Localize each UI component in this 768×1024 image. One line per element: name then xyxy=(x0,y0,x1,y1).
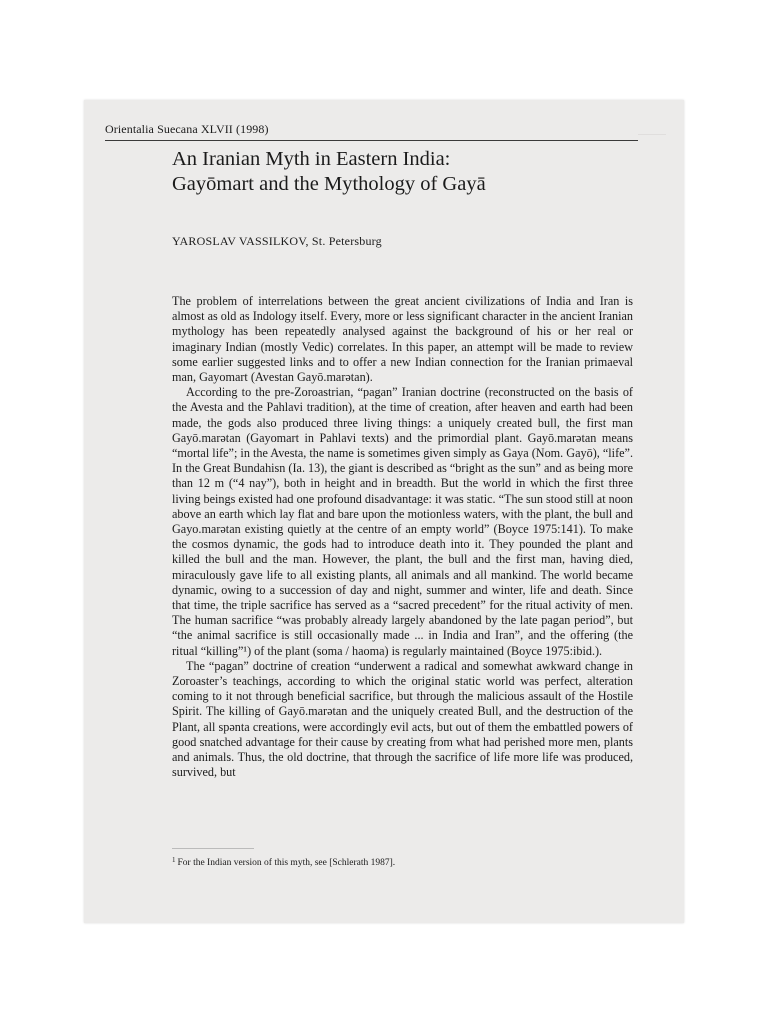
running-head: Orientalia Suecana XLVII (1998) xyxy=(105,122,269,136)
footnote-text: For the Indian version of this myth, see [Schlerath 1987]. xyxy=(177,858,396,868)
paragraph-2: According to the pre-Zoroastrian, “pagan” Iranian doctrine (reconstructed on the basis of the Avesta and the Pahlavi tradition), at the time of creation, after heaven and earth had been made, the gods also produced three living things: a uniquely created bull, the first man Gayō.marətan (Gayomart in Pahlavi texts) and the primordial plant. Gayō.marətan means “mortal life”; in the Avesta, the name is sometimes given simply as Gaya (Nom. Gayō), “life”. In the Great Bundahisn (Ia. 13), the giant is described as “bright as the sun” and as being more than 12 m (“4 nay”), both in height and in breadth. But the world in which the first three living beings existed had one profound disadvantage: it was static. “The sun stood still at noon above an earth which lay flat and bare upon the motionless waters, with the plant, the bull and Gayo.marətan existing quietly at the centre of an empty world” (Boyce 1975:141). To make the cosmos dynamic, the gods had to introduce death into it. They pounded the plant and killed the bull and the man. However, the plant, the bull and the first man, having died, miraculously gave life to all existing plants, all animals and all mankind. The world became dynamic, owing to a succession of day and night, summer and winter, life and death. Since that time, the triple sacrifice has served as a “sacred precedent” for the ritual activity of men. The human sacrifice “was probably already largely abandoned by the late pagan period”, but “the animal sacrifice is still occasionally made ... in India and Iran”, and the offering (the ritual “killing”¹) of the plant (soma / haoma) is regularly maintained (Boyce 1975:ibid.). xyxy=(172,385,634,658)
header-rule xyxy=(105,140,638,141)
paragraph-1: The problem of interrelations between the great ancient civilizations of India and Iran is almost as old as Indology itself. Every, more or less significant character in the ancient Iranian mythology has been repeatedly analysed against the background of his or her real or imaginary Indian (mostly Vedic) correlates. In this paper, an attempt will be made to review some earlier suggested links and to offer a new Indian connection for the Iranian primaeval man, Gayomart (Avestan Gayō.marətan). xyxy=(172,294,633,385)
title-line-2: Gayōmart and the Mythology of Gayā xyxy=(172,173,486,195)
footnote-marker: 1 xyxy=(172,856,176,864)
article-title xyxy=(172,147,652,197)
paragraph-3: The “pagan” doctrine of creation “underwent a radical and somewhat awkward change in Zoroaster’s teachings, according to which the original static world was perfect, alteration coming to it not through beneficial sacrifice, but through the malicious assault of the Hostile Spirit. The killing of Gayō.marətan and the uniquely created Bull, and the destruction of the Plant, all spənta creations, were accordingly evil acts, but out of them the embattled powers of good snatched advantage for their cause by creating from what had perished more men, plants and animals. Thus, the old doctrine, that through the sacrifice of life more life was produced, survived, but xyxy=(172,658,633,780)
author-line: YAROSLAV VASSILKOV, St. Petersburg xyxy=(172,234,382,248)
footnote-rule xyxy=(172,848,254,849)
article-body xyxy=(172,294,633,781)
title-line-1: An Iranian Myth in Eastern India: xyxy=(172,148,451,170)
scan-artifact xyxy=(638,126,666,135)
journal-page xyxy=(84,100,684,923)
footnote xyxy=(172,856,395,868)
